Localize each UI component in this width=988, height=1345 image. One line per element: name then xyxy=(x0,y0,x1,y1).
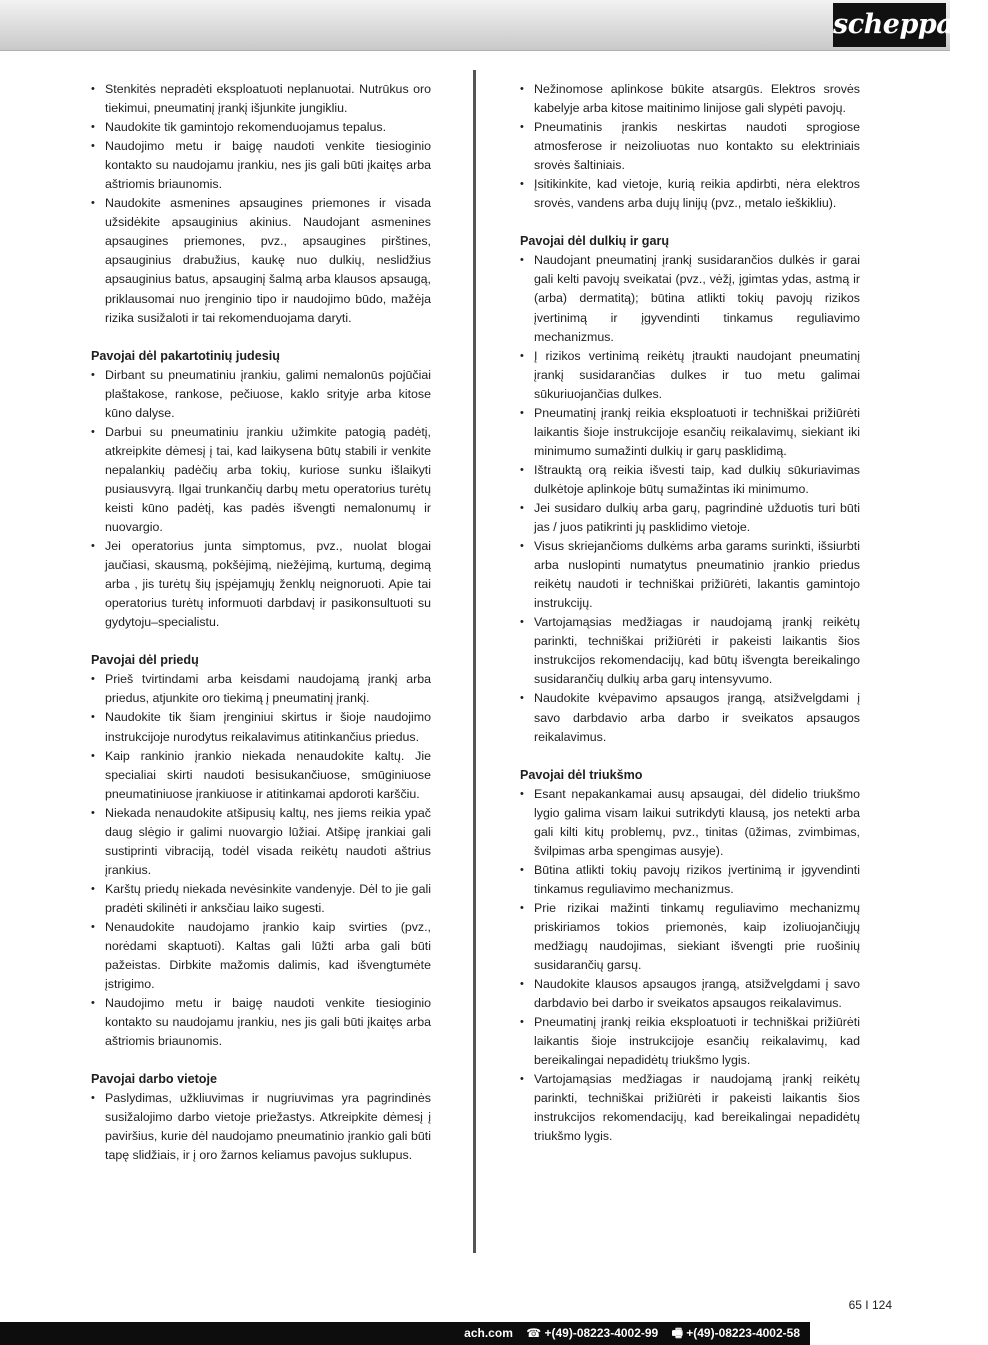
list-item: • Jei susidaro dulkių arba garų, pagrindinė užduotis turi būti jas / juos patikrinti jų pasklidimo vietoje. xyxy=(520,499,860,537)
list-item: • Būtina atlikti tokių pavojų rizikos įvertinimą ir įgyvendinti tinkamus reguliavimo mechanizmus. xyxy=(520,861,860,899)
footer-phone: ☎ +(49)-08223-4002-99 xyxy=(526,1326,659,1340)
header-bar xyxy=(0,0,988,51)
list-item: • Nežinomose aplinkose būkite atsargūs. Elektros srovės kabelyje arba kitose maitinimo linijose gali slypėti pavojų. xyxy=(520,80,860,118)
footer-bar xyxy=(0,1322,950,1345)
bullet-list xyxy=(91,670,431,1051)
list-item: • Naudokite kvėpavimo apsaugos įrangą, atsižvelgdami į savo darbdavio arba darbo ir sveikatos apsaugos reikalavimus. xyxy=(520,689,860,746)
list-item: • Prieš tvirtindami arba keisdami naudojamą įrankį arba priedus, atjunkite oro tiekimą į pneumatinį įrankį. xyxy=(91,670,431,708)
footer-contact xyxy=(464,1322,800,1345)
right-column xyxy=(520,80,860,1147)
list-item: • Naudokite tik gamintojo rekomenduojamus tepalus. xyxy=(91,118,431,137)
list-item: • Įsitikinkite, kad vietoje, kurią reikia apdirbti, nėra elektros srovės, vandens arba dujų linijų (pvz., metalo ieškikliu). xyxy=(520,175,860,213)
list-item: • Naudojimo metu ir baigę naudoti venkite tiesioginio kontakto su naudojamu įrankiu, nes jis gali būti įkaitęs arba aštriomis briaunomis. xyxy=(91,137,431,194)
footer-cap xyxy=(810,1322,950,1345)
footer-fax: 🖷 +(49)-08223-4002-58 xyxy=(671,1326,800,1340)
list-item: • Vartojamąsias medžiagas ir naudojamą įrankį reikėtų parinkti, techniškai prižiūrėti ir pakeisti laikantis šios instrukcijos rekomendacijų, kad būtų išvengta bereikalingo susidarančių dulkių arba garų intensyvumo. xyxy=(520,613,860,689)
list-item: • Naudojimo metu ir baigę naudoti venkite tiesioginio kontakto su naudojamu įrankiu, nes jis gali būti įkaitęs arba aštriomis briaunomis. xyxy=(91,994,431,1051)
list-item: • Paslydimas, užkliuvimas ir nugriuvimas yra pagrindinės susižalojimo darbo vietoje priežastys. Atkreipkite dėmesį į paviršius, kurie dėl naudojamo pneumatinio įrankio gali būti tapę slidžiais, ir į oro žarnos keliamus pavojus suklupus. xyxy=(91,1089,431,1165)
bullet-list xyxy=(91,366,431,633)
list-item: • Į rizikos vertinimą reikėtų įtraukti naudojant pneumatinį įrankį susidarančias dulkes ir tuo metu galimai sūkuriuojančias dulkes. xyxy=(520,347,860,404)
section-heading: Pavojai darbo vietoje xyxy=(91,1072,217,1087)
list-item: • Darbui su pneumatiniu įrankiu užimkite patogią padėtį, atkreipkite dėmesį į tai, kad laikysena būtų stabili ir venkite nepalankių padėčių arba tokių, kuriose sunku išlaikyti pusiausvyrą. Ilgai trunkančių darbų metu operatorius turėtų keisti kūno padėtį, kas padės išvengti nemalonumų ir nuovargio. xyxy=(91,423,431,537)
section-heading: Pavojai dėl triukšmo xyxy=(520,767,643,782)
column-divider xyxy=(473,70,476,1253)
list-item: • Naudokite asmenines apsaugines priemones ir visada užsidėkite apsauginius akinius. Naudojant asmenines apsaugines priemones, pvz., apsaugines pirštines, apsauginius drabužius, kaukę nuo dulkių, neslidžius apsauginius batus, apsauginį šalmą arba klausos apsaugą, priklausomai nuo įrenginio tipo ir naudojimo būdo, mažėja rizika susižaloti ir tai rekomenduojama daryti. xyxy=(91,194,431,327)
section-heading: Pavojai dėl priedų xyxy=(91,653,199,668)
list-item: • Naudokite tik šiam įrenginiui skirtus ir šioje naudojimo instrukcijoje nurodytus reikalavimus atitinkančius priedus. xyxy=(91,708,431,746)
list-item: • Dirbant su pneumatiniu įrankiu, galimi nemalonūs pojūčiai plaštakose, rankose, pečiuose, kaklo srityje arba kitose kūno dalyse. xyxy=(91,366,431,423)
bullet-list xyxy=(520,80,860,213)
list-item: • Pneumatinis įrankis neskirtas naudoti sprogiose atmosferose ir neizoliuotas nuo kontakto su elektriniais srovės šaltiniais. xyxy=(520,118,860,175)
list-item: • Visus skriejančioms dulkėms arba garams surinkti, išsiurbti arba nuslopinti numatytus pneumatinio įrankio priedus reikėtų naudoti ir techniškai prižiūrėti, lakantis gamintojo instrukcijų. xyxy=(520,537,860,613)
bullet-list xyxy=(520,785,860,1147)
brand-logo: scheppach xyxy=(833,3,946,47)
list-item: • Karštų priedų niekada nevėsinkite vandenyje. Dėl to jie gali pradėti skilinėti ir anksčiau laiko sugesti. xyxy=(91,880,431,918)
list-item: • Pneumatinį įrankį reikia eksploatuoti ir techniškai prižiūrėti laikantis šioje instrukcijoje esančių reikalavimų, kad bereikalingai nepadidėtų triukšmo lygis. xyxy=(520,1013,860,1070)
list-item: • Kaip rankinio įrankio niekada nenaudokite kaltų. Jie specialiai skirti naudoti besisukančiuose, smūginiuose pneumatiniuose įrankiuose ir atitinkamai apdoroti karščiu. xyxy=(91,747,431,804)
bullet-list xyxy=(91,80,431,328)
footer-website: ach.com xyxy=(464,1326,513,1340)
list-item: • Pneumatinį įrankį reikia eksploatuoti ir techniškai prižiūrėti laikantis šioje instrukcijoje esančių reikalavimų, siekiant iki minimumo sumažinti dulkių ir garų pasklidimą. xyxy=(520,404,860,461)
section-heading: Pavojai dėl pakartotinių judesių xyxy=(91,348,280,363)
list-item: • Prie rizikai mažinti tinkamų reguliavimo mechanizmų priskiriamos tokios priemonės, kaip izoliuojančiųjų medžiagų naudojimas, siekiant išvengti prie ruošinių susidarančių garsų. xyxy=(520,899,860,975)
list-item: • Naudokite klausos apsaugos įrangą, atsižvelgdami į savo darbdavio bei darbo ir sveikatos apsaugos reikalavimus. xyxy=(520,975,860,1013)
list-item: • Esant nepakankamai ausų apsaugai, dėl didelio triukšmo lygio galima visam laikui sutrikdyti klausą, jos netekti arba gali kilti kitų problemų, pvz., tinitas (ūžimas, zvimbimas, švilpimas arba spengimas ausyje). xyxy=(520,785,860,861)
list-item: • Niekada nenaudokite atšipusių kaltų, nes jiems reikia ypač daug slėgio ir galimi nuovargio lūžiai. Atšipę įrankiai gali sustiprinti vibraciją, todėl visada reikėtų naudoti aštrius įrankius. xyxy=(91,804,431,880)
list-item: • Nenaudokite naudojamo įrankio kaip svirties (pvz., norėdami skaptuoti). Kaltas gali lūžti arba gali būti pažeistas. Dirbkite mažomis dalimis, kad išvengtumėte įstrigimo. xyxy=(91,918,431,994)
list-item: • Stenkitės nepradėti eksploatuoti neplanuotai. Nutrūkus oro tiekimui, pneumatinį įrankį išjunkite jungikliu. xyxy=(91,80,431,118)
section-heading: Pavojai dėl dulkių ir garų xyxy=(520,234,670,249)
page-number: 65 I 124 xyxy=(848,1298,892,1312)
list-item: • Naudojant pneumatinį įrankį susidarančios dulkės ir garai gali kelti pavojų sveikatai (pvz., vėžį, įgimtas ydas, astmą ir (arba) dermatitą); būtina atlikti tokių pavojų rizikos įvertinimą ir įgyvendinti tinkamus reguliavimo mechanizmus. xyxy=(520,251,860,346)
left-column xyxy=(91,80,431,1166)
list-item: • Vartojamąsias medžiagas ir naudojamą įrankį reikėtų parinkti, techniškai prižiūrėti ir pakeisti laikantis šios instrukcijos rekomendacijų, kad bereikalingai nepadidėtų triukšmo lygis. xyxy=(520,1070,860,1146)
bullet-list xyxy=(91,1089,431,1165)
bullet-list xyxy=(520,251,860,746)
list-item: • Ištrauktą orą reikia išvesti taip, kad dulkių sūkuriavimas dulkėtoje aplinkoje būtų sumažintas iki minimumo. xyxy=(520,461,860,499)
list-item: • Jei operatorius junta simptomus, pvz., nuolat blogai jaučiasi, skausmą, pokšėjimą, niežėjimą, kurtumą, degimą arba , jis turėtų šių įspėjamųjų ženklų neignoruoti. Apie tai operatorius turėtų informuoti darbdavį ir pasikonsultuoti su gydytoju–specialistu. xyxy=(91,537,431,632)
